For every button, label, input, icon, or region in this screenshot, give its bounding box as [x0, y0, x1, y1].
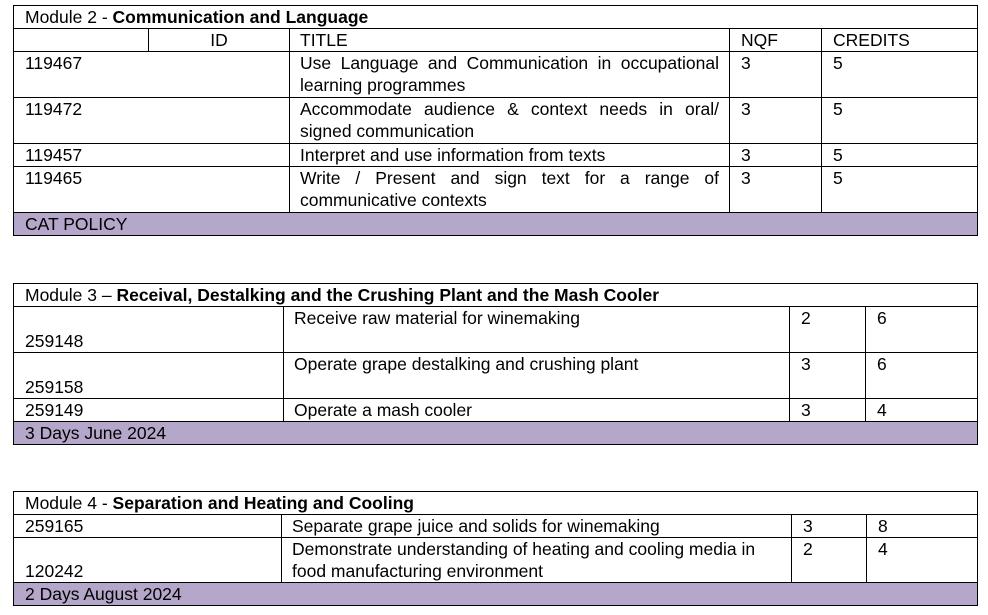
unit-title: Demonstrate understanding of heating and cooling media in food manufacturing environment: [282, 538, 792, 583]
header-blank-cell: [14, 29, 149, 52]
unit-title: Operate grape destalking and crushing plant: [284, 353, 790, 399]
module-4-title-row: [14, 492, 978, 515]
unit-credits: 6: [866, 353, 978, 399]
unit-id: 120242: [14, 538, 282, 583]
header-credits: CREDITS: [822, 29, 978, 52]
header-id: ID: [149, 29, 290, 52]
unit-title: Interpret and use information from texts: [290, 144, 730, 167]
module-2-title-prefix: Module 2 -: [25, 7, 113, 27]
unit-nqf: 3: [730, 52, 822, 98]
unit-nqf: 3: [730, 167, 822, 213]
module-3-title-prefix: Module 3 –: [25, 285, 117, 305]
unit-nqf: 3: [730, 144, 822, 167]
module-3-footer-row: [14, 422, 978, 445]
table-row: [14, 307, 978, 353]
table-row: [14, 515, 978, 538]
unit-nqf: 3: [730, 98, 822, 144]
module-3-table: [13, 283, 978, 445]
module-4-title-prefix: Module 4 -: [25, 493, 113, 513]
module-4-title-name: Separation and Heating and Cooling: [112, 493, 414, 513]
table-row: [14, 399, 978, 422]
unit-title: Receive raw material for winemaking: [284, 307, 790, 353]
unit-title: Separate grape juice and solids for winemaking: [282, 515, 792, 538]
table-row: [14, 538, 978, 583]
table-row: [14, 98, 978, 144]
unit-nqf: 2: [790, 307, 866, 353]
unit-nqf: 2: [792, 538, 867, 583]
unit-id: 119472: [14, 98, 290, 144]
module-3-title-name: Receival, Destalking and the Crushing Plant and the Mash Cooler: [116, 285, 660, 305]
unit-id: 259158: [14, 353, 284, 399]
unit-title: Use Language and Communication in occupational learning programmes: [290, 52, 730, 98]
unit-title: Accommodate audience & context needs in oral/ signed communication: [290, 98, 730, 144]
unit-credits: 5: [822, 98, 978, 144]
table-row: [14, 52, 978, 98]
module-3-footer: 3 Days June 2024: [14, 422, 978, 445]
header-title: TITLE: [290, 29, 730, 52]
unit-credits: 4: [867, 538, 978, 583]
unit-credits: 8: [867, 515, 978, 538]
module-4-footer-row: [14, 583, 978, 606]
module-2-title-name: Communication and Language: [112, 7, 369, 27]
unit-id: 259165: [14, 515, 282, 538]
unit-id: 119465: [14, 167, 290, 213]
table-row: [14, 167, 978, 213]
unit-id: 119457: [14, 144, 290, 167]
table-row: [14, 144, 978, 167]
module-3-title: [14, 284, 978, 307]
unit-credits: 5: [822, 52, 978, 98]
unit-nqf: 3: [790, 399, 866, 422]
module-2-title: [14, 6, 978, 29]
module-2-footer-row: [14, 213, 978, 236]
module-4-title: [14, 492, 978, 515]
module-4-table: [13, 491, 978, 606]
module-3-title-row: [14, 284, 978, 307]
table-row: [14, 353, 978, 399]
module-2-table: [13, 5, 978, 236]
module-2-footer: CAT POLICY: [14, 213, 978, 236]
unit-title: Write / Present and sign text for a range of communicative contexts: [290, 167, 730, 213]
unit-credits: 4: [866, 399, 978, 422]
unit-nqf: 3: [790, 353, 866, 399]
unit-id: 259148: [14, 307, 284, 353]
unit-nqf: 3: [792, 515, 867, 538]
unit-credits: 5: [822, 144, 978, 167]
unit-id: 259149: [14, 399, 284, 422]
module-2-title-row: [14, 6, 978, 29]
module-2-header-row: [14, 29, 978, 52]
unit-title: Operate a mash cooler: [284, 399, 790, 422]
unit-credits: 5: [822, 167, 978, 213]
header-nqf: NQF: [730, 29, 822, 52]
unit-credits: 6: [866, 307, 978, 353]
unit-id: 119467: [14, 52, 290, 98]
module-4-footer: 2 Days August 2024: [14, 583, 978, 606]
